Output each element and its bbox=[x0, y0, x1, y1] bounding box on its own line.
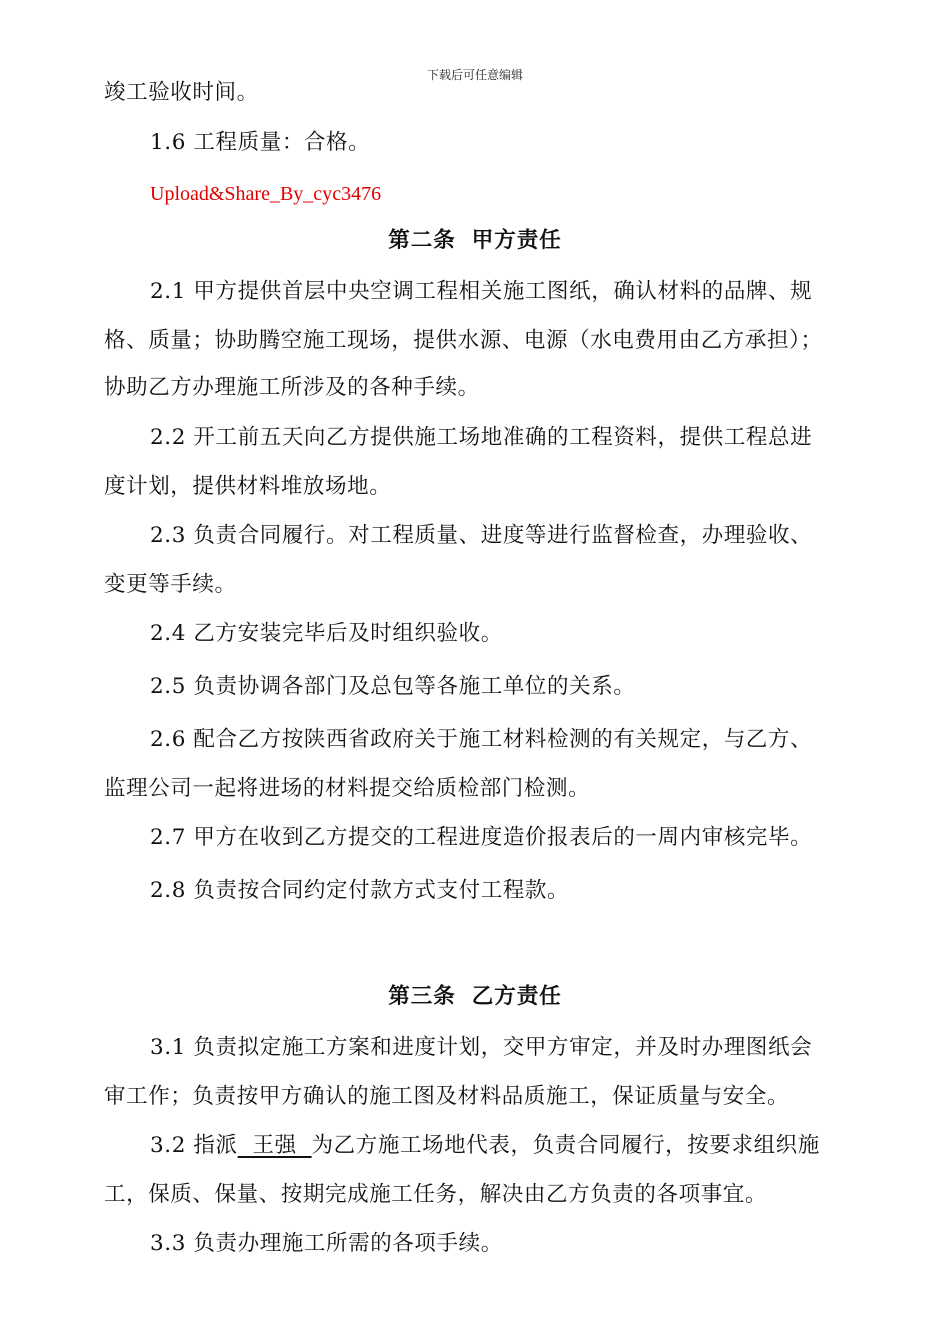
clause-3-2-line-1 bbox=[150, 1131, 894, 1161]
clause-2-3-line-2: 变更等手续。 bbox=[104, 572, 237, 597]
section-3-heading bbox=[0, 982, 950, 1012]
clause-1-6: 1.6 工程质量：合格。 bbox=[150, 130, 371, 155]
clause-2-7: 2.7 甲方在收到乙方提交的工程进度造价报表后的一周内审核完毕。 bbox=[150, 825, 813, 850]
clause-3-2-prefix: 3.2 指派 bbox=[150, 1133, 238, 1158]
header-note: 下载后可任意编辑 bbox=[426, 68, 523, 82]
clause-2-4: 2.4 乙方安装完毕后及时组织验收。 bbox=[150, 621, 503, 646]
watermark-text: Upload&Share_By_cyc3476 bbox=[150, 183, 382, 205]
clause-2-3-line-1: 2.3 负责合同履行。对工程质量、进度等进行监督检查，办理验收、 bbox=[150, 523, 813, 548]
section-2-title: 甲方责任 bbox=[471, 228, 562, 253]
clause-2-1-line-3: 协助乙方办理施工所涉及的各种手续。 bbox=[104, 375, 480, 400]
clause-2-1-line-2: 格、质量；协助腾空施工现场，提供水源、电源（水电费用由乙方承担）； bbox=[104, 328, 823, 353]
clause-2-6-line-1: 2.6 配合乙方按陕西省政府关于施工材料检测的有关规定，与乙方、 bbox=[150, 727, 813, 752]
clause-2-5: 2.5 负责协调各部门及总包等各施工单位的关系。 bbox=[150, 674, 636, 699]
section-3-title: 乙方责任 bbox=[471, 984, 562, 1009]
clause-3-3: 3.3 负责办理施工所需的各项手续。 bbox=[150, 1231, 503, 1256]
clause-2-8: 2.8 负责按合同约定付款方式支付工程款。 bbox=[150, 878, 570, 903]
clause-3-1-line-1: 3.1 负责拟定施工方案和进度计划，交甲方审定，并及时办理图纸会 bbox=[150, 1035, 813, 1060]
clause-3-2-line-2: 工，保质、保量、按期完成施工任务，解决由乙方负责的各项事宜。 bbox=[104, 1182, 768, 1207]
clause-2-1-line-1: 2.1 甲方提供首层中央空调工程相关施工图纸，确认材料的品牌、规 bbox=[150, 279, 813, 304]
site-representative-name: 王强 bbox=[237, 1133, 312, 1158]
clause-2-2-line-1: 2.2 开工前五天向乙方提供施工场地准确的工程资料，提供工程总进 bbox=[150, 425, 813, 450]
clause-3-2-suffix: 为乙方施工场地代表，负责合同履行，按要求组织施 bbox=[311, 1133, 820, 1158]
section-2-number: 第二条 bbox=[388, 228, 456, 253]
section-2-heading bbox=[0, 226, 950, 256]
clause-2-2-line-2: 度计划，提供材料堆放场地。 bbox=[104, 474, 392, 499]
clause-3-1-line-2: 审工作；负责按甲方确认的施工图及材料品质施工，保证质量与安全。 bbox=[104, 1084, 790, 1109]
section-3-number: 第三条 bbox=[388, 984, 456, 1009]
clause-2-6-line-2: 监理公司一起将进场的材料提交给质检部门检测。 bbox=[104, 776, 591, 801]
paragraph-line: 竣工验收时间。 bbox=[104, 80, 259, 105]
